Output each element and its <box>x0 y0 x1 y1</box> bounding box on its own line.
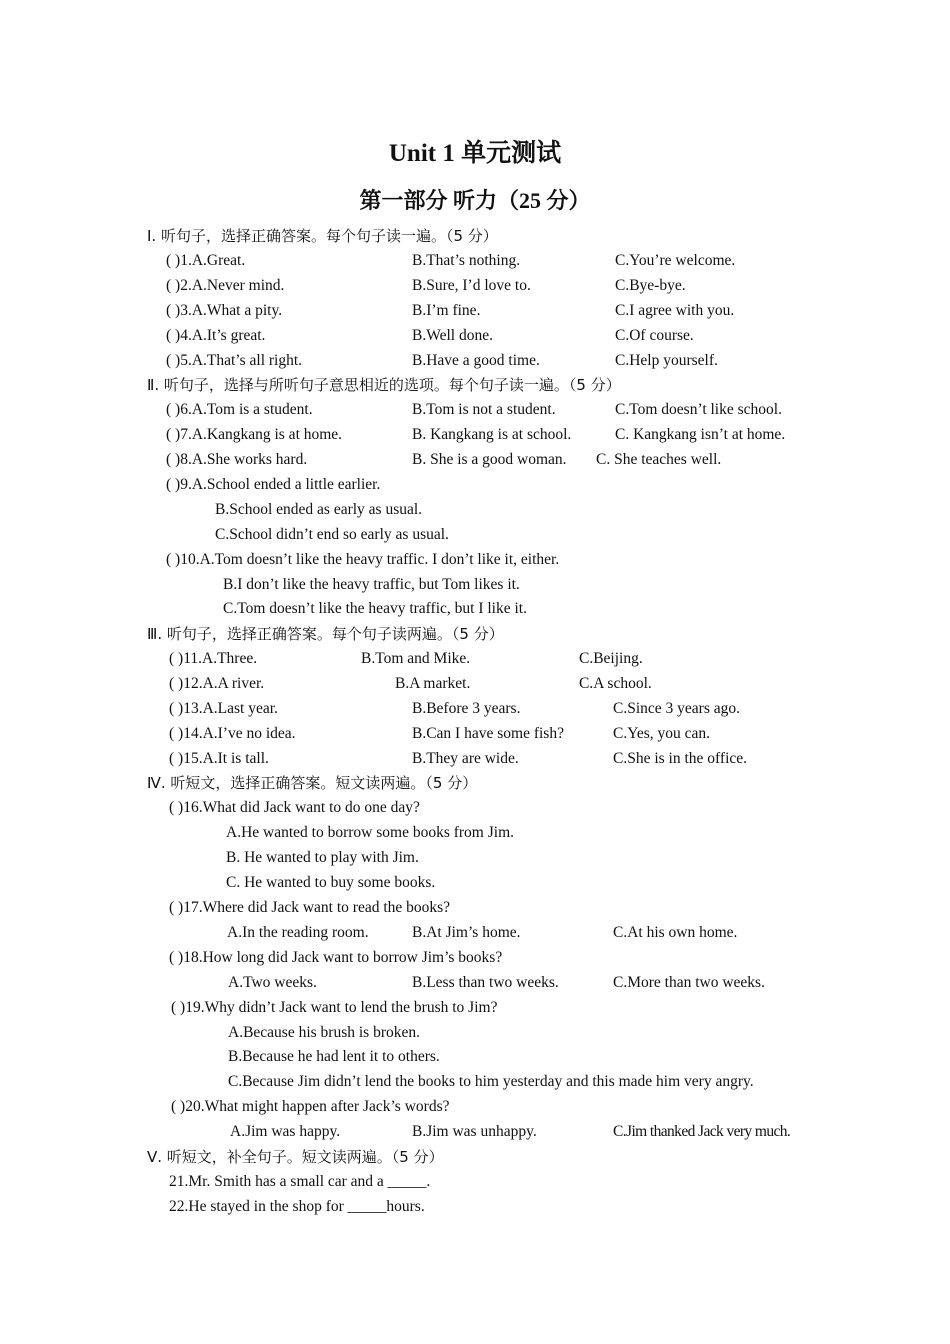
question-3-option-a: ( )3.A.What a pity. <box>166 302 283 319</box>
question-9-option-c: C.School didn’t end so early as usual. <box>215 526 449 543</box>
question-14-option-a: ( )14.A.I’ve no idea. <box>169 725 296 742</box>
question-4-option-b: B.Well done. <box>412 327 493 344</box>
question-14-option-c: C.Yes, you can. <box>613 725 711 742</box>
question-16-option-b: B. He wanted to play with Jim. <box>226 849 419 866</box>
question-20-option-a: A.Jim was happy. <box>230 1123 341 1140</box>
question-4-option-a: ( )4.A.It’s great. <box>166 327 266 344</box>
question-10-option-a: ( )10.A.Tom doesn’t like the heavy traffic. I don’t like it, either. <box>166 551 560 568</box>
question-18-option-b: B.Less than two weeks. <box>412 974 559 991</box>
question-15-option-a: ( )15.A.It is tall. <box>169 750 269 767</box>
question-1-option-a: ( )1.A.Great. <box>166 252 246 269</box>
question-5-option-a: ( )5.A.That’s all right. <box>166 352 303 369</box>
question-19-option-a: A.Because his brush is broken. <box>228 1024 420 1041</box>
question-8-option-a: ( )8.A.She works hard. <box>166 451 308 468</box>
question-9-option-a: ( )9.A.School ended a little earlier. <box>166 476 381 493</box>
question-2-option-c: C.Bye-bye. <box>615 277 686 294</box>
question-3-option-b: B.I’m fine. <box>412 302 481 319</box>
question-20-stem: ( )20.What might happen after Jack’s words? <box>171 1098 450 1115</box>
question-18-option-c: C.More than two weeks. <box>613 974 765 991</box>
question-22: 22.He stayed in the shop for _____hours. <box>169 1198 425 1215</box>
question-19-option-c: C.Because Jim didn’t lend the books to him yesterday and this made him very angry. <box>228 1073 754 1090</box>
question-12-option-a: ( )12.A.A river. <box>169 675 265 692</box>
question-5-option-c: C.Help yourself. <box>615 352 718 369</box>
question-7-option-c: C. Kangkang isn’t at home. <box>615 426 786 443</box>
question-1-option-c: C.You’re welcome. <box>615 252 736 269</box>
question-4-option-c: C.Of course. <box>615 327 694 344</box>
question-15-option-c: C.She is in the office. <box>613 750 748 767</box>
question-5-option-b: B.Have a good time. <box>412 352 540 369</box>
question-12-option-b: B.A market. <box>395 675 471 692</box>
question-16-option-c: C. He wanted to buy some books. <box>226 874 436 891</box>
question-8-option-b: B. She is a good woman. <box>412 451 567 468</box>
question-6-option-c: C.Tom doesn’t like school. <box>615 401 782 418</box>
part-heading: 第一部分 听力（25 分） <box>359 188 591 213</box>
question-19-option-b: B.Because he had lent it to others. <box>228 1048 440 1065</box>
question-10-option-c: C.Tom doesn’t like the heavy traffic, but I like it. <box>223 600 527 617</box>
question-18-option-a: A.Two weeks. <box>228 974 317 991</box>
question-13-option-c: C.Since 3 years ago. <box>613 700 740 717</box>
question-2-option-b: B.Sure, I’d love to. <box>412 277 531 294</box>
question-15-option-b: B.They are wide. <box>412 750 519 767</box>
question-2-option-a: ( )2.A.Never mind. <box>166 277 285 294</box>
question-17-option-c: C.At his own home. <box>613 924 738 941</box>
question-18-stem: ( )18.How long did Jack want to borrow Jim’s books? <box>169 949 503 966</box>
question-17-option-b: B.At Jim’s home. <box>412 924 521 941</box>
question-17-stem: ( )17.Where did Jack want to read the books? <box>169 899 451 916</box>
section-heading-4: Ⅳ. 听短文，选择正确答案。短文读两遍。（5 分） <box>147 774 478 792</box>
question-11-option-b: B.Tom and Mike. <box>361 650 471 667</box>
question-6-option-a: ( )6.A.Tom is a student. <box>166 401 313 418</box>
question-19-stem: ( )19.Why didn’t Jack want to lend the brush to Jim? <box>171 999 498 1016</box>
question-16-option-a: A.He wanted to borrow some books from Jim. <box>226 824 514 841</box>
section-heading-3: Ⅲ. 听句子，选择正确答案。每个句子读两遍。（5 分） <box>147 625 504 643</box>
question-14-option-b: B.Can I have some fish? <box>412 725 564 742</box>
question-17-option-a: A.In the reading room. <box>227 924 369 941</box>
question-13-option-b: B.Before 3 years. <box>412 700 521 717</box>
question-16-stem: ( )16.What did Jack want to do one day? <box>169 799 420 816</box>
section-heading-2: Ⅱ. 听句子，选择与所听句子意思相近的选项。每个句子读一遍。（5 分） <box>147 376 621 394</box>
question-7-option-a: ( )7.A.Kangkang is at home. <box>166 426 343 443</box>
question-1-option-b: B.That’s nothing. <box>412 252 521 269</box>
question-20-option-c: C.Jim thanked Jack very much. <box>613 1123 791 1140</box>
question-6-option-b: B.Tom is not a student. <box>412 401 556 418</box>
section-heading-5: Ⅴ. 听短文，补全句子。短文读两遍。（5 分） <box>147 1148 444 1166</box>
question-11-option-a: ( )11.A.Three. <box>169 650 258 667</box>
page-title: Unit 1 单元测试 <box>388 140 562 167</box>
question-9-option-b: B.School ended as early as usual. <box>215 501 423 518</box>
question-11-option-c: C.Beijing. <box>579 650 643 667</box>
section-heading-1: Ⅰ. 听句子，选择正确答案。每个句子读一遍。（5 分） <box>147 227 498 245</box>
question-21: 21.Mr. Smith has a small car and a _____. <box>169 1173 431 1190</box>
question-3-option-c: C.I agree with you. <box>615 302 735 319</box>
question-10-option-b: B.I don’t like the heavy traffic, but Tom likes it. <box>223 576 520 593</box>
question-20-option-b: B.Jim was unhappy. <box>412 1123 537 1140</box>
question-13-option-a: ( )13.A.Last year. <box>169 700 278 717</box>
question-7-option-b: B. Kangkang is at school. <box>412 426 572 443</box>
question-8-option-c: C. She teaches well. <box>596 451 722 468</box>
question-12-option-c: C.A school. <box>579 675 652 692</box>
